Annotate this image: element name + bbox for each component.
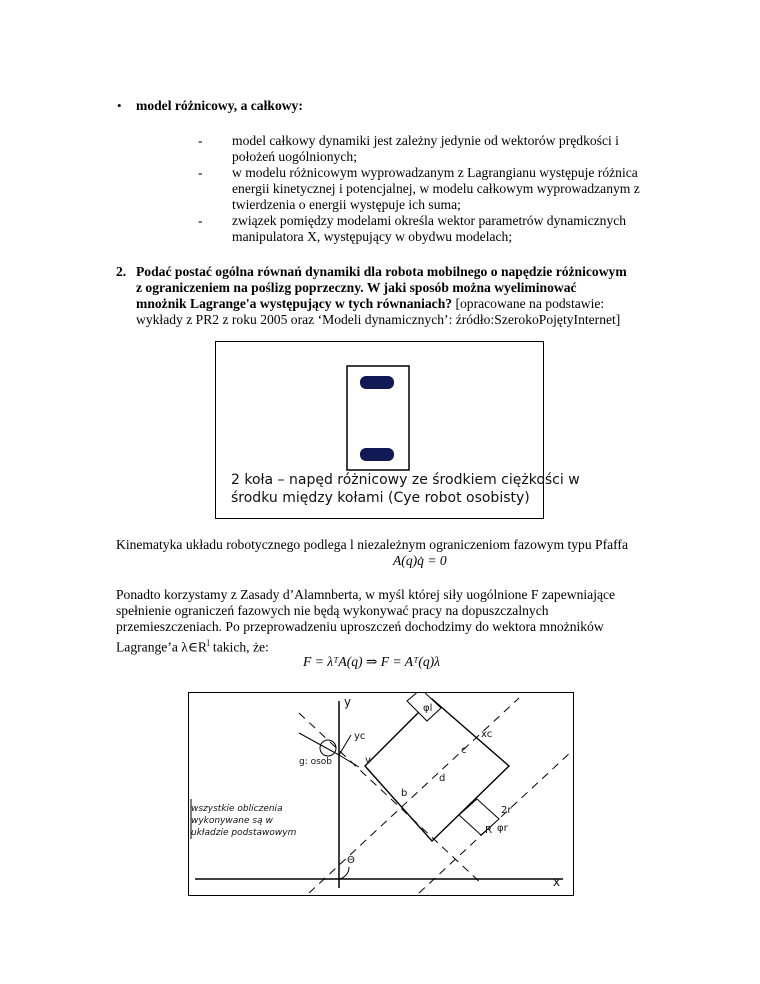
lagrange-text: Lagrange’a λ∈R — [116, 639, 208, 655]
source-note: wykłady z PR2 z roku 2005 oraz ‘Modeli dynamicznych’: źródło:SzerokoPojętyInternet] — [136, 312, 621, 327]
wheel-bottom — [360, 448, 394, 461]
paragraph-line: Ponadto korzystamy z Zasady d’Alamnberta, w myśl której siły uogólnione F zapewniające — [116, 587, 616, 602]
dashed-line — [299, 713, 483, 885]
list-item-line: energii kinetycznej i potencjalnej, w modelu całkowym wyprowadzanym z — [232, 181, 640, 196]
label-x: x — [553, 875, 561, 889]
label-fl: φl — [423, 703, 433, 714]
dashed-line — [309, 698, 519, 893]
figure-caption: środku między kołami (Cye robot osobisty) — [231, 490, 530, 506]
lagrange-tail: takich, że: — [209, 639, 269, 655]
question-line: z ograniczeniem na poślizg poprzeczny. W jaki sposób można wyeliminować — [136, 280, 577, 295]
xc-axis — [339, 755, 359, 767]
origin-circle — [320, 740, 336, 756]
source-note: [opracowane na podstawie: — [455, 296, 605, 311]
pfaff-formula: A(q)q̇ = 0 — [393, 553, 447, 568]
list-item-line: położeń uogólnionych; — [232, 149, 357, 164]
section-heading: model różnicowy, a całkowy: — [136, 98, 303, 113]
wheel-lower — [459, 799, 499, 835]
paragraph-line: spełnienie ograniczeń fazowych nie będą wykonywać pracy na dopuszczalnych — [116, 603, 549, 618]
kinematics-diagram — [189, 693, 573, 895]
label-c: c — [461, 745, 467, 756]
paragraph-line: przemieszczeniach. Po przeprowadzeniu uproszczeń dochodzimy do wektora mnożników — [116, 619, 604, 634]
paragraph-line-lagrange — [116, 635, 269, 656]
label-origin: g: osob — [299, 757, 333, 767]
question-line-mixed — [136, 296, 604, 312]
list-item-line: w modelu różnicowym wyprowadzanym z Lagrangianu występuje różnica — [232, 165, 638, 180]
list-dash: - — [198, 133, 203, 148]
label-theta: Θ — [347, 855, 355, 866]
kinematics-figure — [188, 692, 574, 896]
list-dash: - — [198, 165, 203, 180]
note-line: wszystkie obliczenia — [191, 804, 283, 814]
label-yc: yc — [354, 731, 366, 742]
theta-arc — [339, 867, 349, 879]
lagrange-sup: l — [207, 638, 210, 648]
list-item-line: manipulatora X, występujący w obydwu modelach; — [232, 229, 513, 244]
label-fr: φr — [497, 823, 508, 834]
label-r: 2r — [501, 805, 512, 816]
label-v: v — [365, 755, 371, 766]
robot-figure — [215, 341, 580, 519]
question-line: Podać postać ogólna równań dynamiki dla robota mobilnego o napędzie różnicowym — [136, 264, 627, 279]
wheel-top — [360, 376, 394, 389]
question-number: 2. — [116, 264, 127, 279]
list-item-line: model całkowy dynamiki jest zależny jedynie od wektorów prędkości i — [232, 133, 619, 148]
label-d: d — [439, 773, 446, 784]
yc-axis — [339, 735, 351, 755]
label-b: b — [401, 788, 408, 799]
list-item-line: związek pomiędzy modelami określa wektor parametrów dynamicznych — [232, 213, 627, 228]
note-line: wykonywane są w — [191, 816, 273, 826]
question-line: mnożnik Lagrange'a występujący w tych równaniach? — [136, 296, 453, 311]
origin-arrow — [299, 733, 339, 755]
paragraph-line: Kinematyka układu robotycznego podlega l niezależnym ograniczeniom fazowym typu Pfaffa — [116, 537, 628, 552]
label-y: y — [344, 695, 352, 709]
bullet-marker: • — [117, 98, 122, 113]
list-item-line: twierdzenia o energii występuje ich suma; — [232, 197, 461, 212]
figure-caption: 2 koła – napęd różnicowy ze środkiem ciężkości w — [231, 472, 580, 488]
label-xc: xc — [481, 729, 493, 740]
handwritten-note — [191, 803, 296, 839]
list-dash: - — [198, 213, 203, 228]
lagrange-formula: F = λᵀA(q) ⇒ F = Aᵀ(q)λ — [303, 654, 441, 669]
note-line: układzie podstawowym — [191, 828, 297, 838]
label-R: R — [485, 825, 492, 836]
